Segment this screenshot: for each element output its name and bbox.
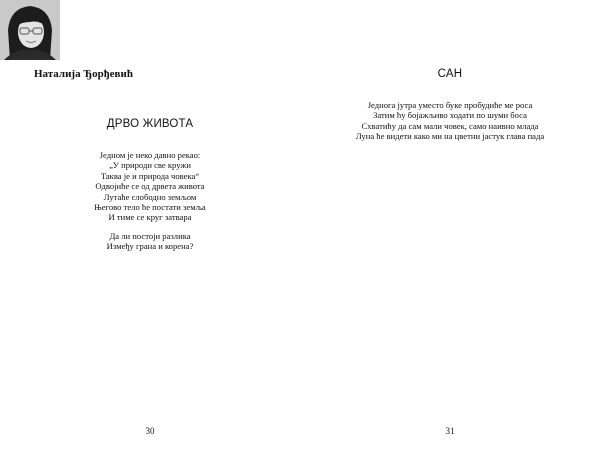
poem-line: Таква је и природа човека“ (100, 170, 200, 181)
poem-line: Затим ћу бојажљиво ходати по шуми боса (373, 110, 527, 121)
poem-line: И тиме се круг затвара (108, 212, 192, 223)
poem-line: „У природи све кружи (109, 160, 191, 171)
poem-stanza-2 (0, 231, 300, 252)
poem-line: Једнога јутра уместо буке пробудиће ме роса (367, 100, 533, 110)
poem-title: САН (437, 68, 463, 80)
author-portrait (0, 0, 60, 60)
right-page (300, 0, 600, 466)
page-number-right: 31 (445, 426, 455, 436)
poem-title: ДРВО ЖИВОТА (106, 118, 194, 130)
page-number-left: 30 (145, 426, 155, 436)
poem-line: Луна ће видети како ми на цветни јастук глава пада (355, 131, 545, 142)
poem-line: Између грана и корена? (106, 241, 194, 252)
poem-line: Схватићу да сам мали човек, само наивно млада (361, 120, 539, 131)
poem-line: Одвојиће се од дрвета живота (95, 181, 205, 192)
author-portrait-photo (0, 0, 60, 60)
poem-line: Да ли постоји разлика (109, 231, 191, 241)
poem-line: Његово тело ће постати земља (94, 202, 206, 213)
poem-line: Једном је неко давно рекао: (99, 150, 201, 160)
poem-line: Лутаће слободно земљом (103, 191, 197, 202)
author-name: Наталија Ђорђевић (34, 68, 133, 80)
poem-stanza-1 (300, 100, 600, 142)
poem-stanza-1 (0, 150, 300, 223)
